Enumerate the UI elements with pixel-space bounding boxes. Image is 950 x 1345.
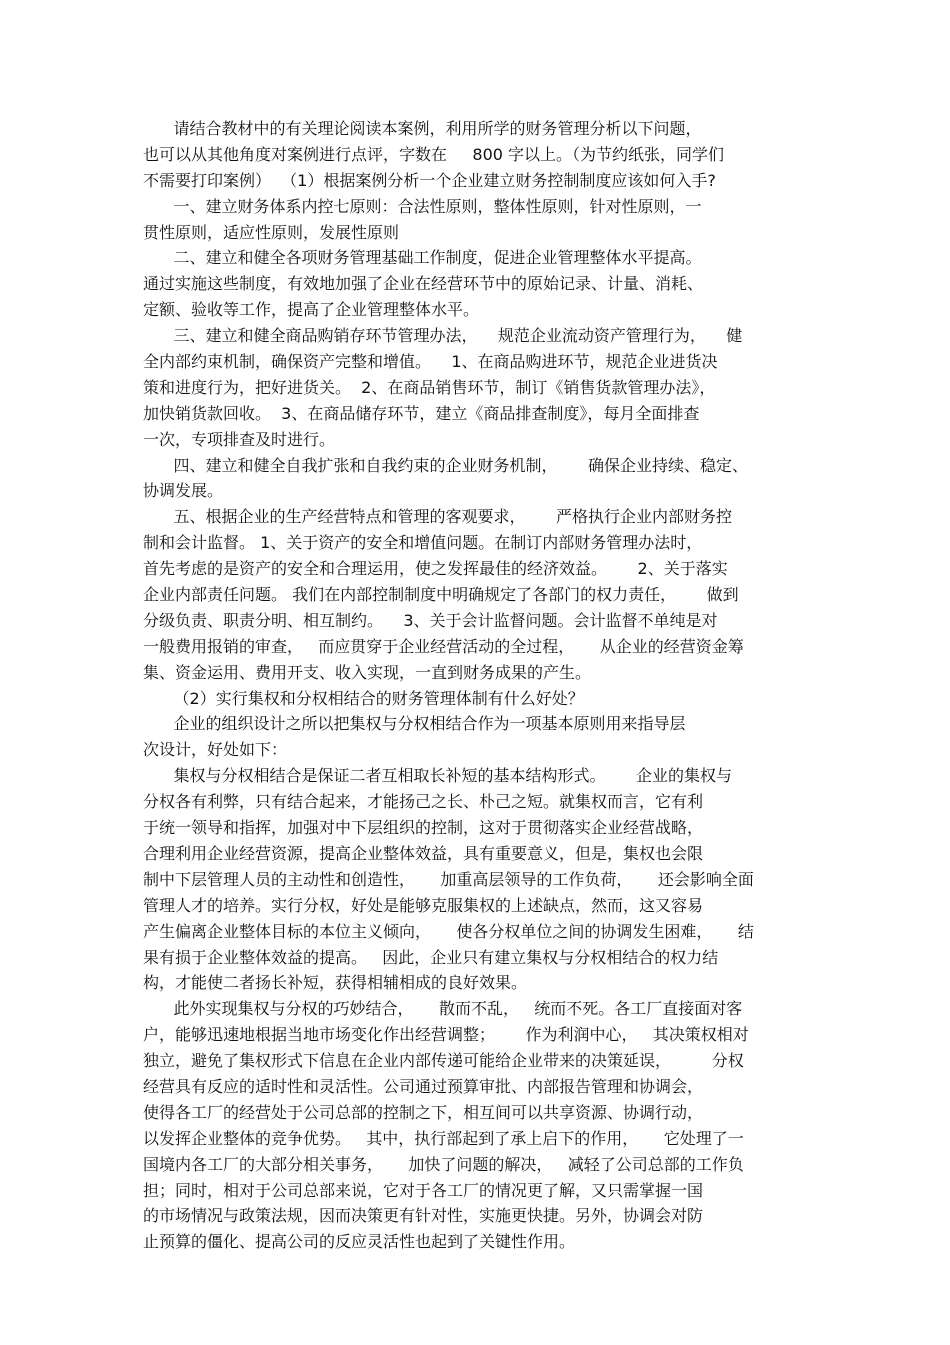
text-line: 以发挥企业整体的竞争优势。 其中，执行部起到了承上启下的作用， 它处理了一 bbox=[143, 1128, 744, 1148]
text-line: 通过实施这些制度，有效地加强了企业在经营环节中的原始记录、计量、消耗、 bbox=[143, 274, 704, 294]
text-line: 此外实现集权与分权的巧妙结合， 散而不乱， 统而不死。各工厂直接面对客 bbox=[143, 999, 743, 1019]
text-line: 户，能够迅速地根据当地市场变化作出经营调整； 作为利润中心， 其决策权相对 bbox=[143, 1025, 749, 1045]
text-line: 贯性原则，适应性原则，发展性原则 bbox=[143, 222, 400, 242]
text-line: 三、建立和健全商品购销存环节管理办法， 规范企业流动资产管理行为， 健 bbox=[143, 326, 743, 346]
text-line: 集、资金运用、费用开支、收入实现，一直到财务成果的产生。 bbox=[143, 662, 592, 682]
text-line: 五、根据企业的生产经营特点和管理的客观要求， 严格执行企业内部财务控 bbox=[143, 507, 733, 527]
text-line: 不需要打印案例） （1）根据案例分析一个企业建立财务控制制度应该如何入手? bbox=[143, 170, 716, 190]
text-line: 也可以从其他角度对案例进行点评，字数在 800 字以上。（为节约纸张，同学们 bbox=[143, 144, 725, 164]
text-line: 合理利用企业经营资源，提高企业整体效益，具有重要意义，但是，集权也会限 bbox=[143, 843, 704, 863]
text-line: 独立，避免了集权形式下信息在企业内部传递可能给企业带来的决策延误， 分权 bbox=[143, 1051, 744, 1071]
text-line: 止预算的僵化、提高公司的反应灵活性也起到了关键性作用。 bbox=[143, 1232, 576, 1252]
text-line: 的市场情况与政策法规，因而决策更有针对性，实施更快捷。另外，协调会对防 bbox=[143, 1206, 704, 1226]
text-line: 于统一领导和指挥，加强对中下层组织的控制，这对于贯彻落实企业经营战略， bbox=[143, 818, 704, 838]
text-line: 协调发展。 bbox=[143, 481, 224, 501]
text-line: 首先考虑的是资产的安全和合理运用，使之发挥最佳的经济效益。 2、关于落实 bbox=[143, 559, 728, 579]
text-line: 国境内各工厂的大部分相关事务， 加快了问题的解决， 减轻了公司总部的工作负 bbox=[143, 1154, 744, 1174]
text-line: 企业内部责任问题。 我们在内部控制制度中明确规定了各部门的权力责任， 做到 bbox=[143, 585, 739, 605]
text-line: 分权各有利弊，只有结合起来，才能扬己之长、朴己之短。就集权而言，它有利 bbox=[143, 792, 704, 812]
text-line: 四、建立和健全自我扩张和自我约束的企业财务机制， 确保企业持续、稳定、 bbox=[143, 455, 749, 475]
text-line: 产生偏离企业整体目标的本位主义倾向， 使各分权单位之间的协调发生困难， 结 bbox=[143, 921, 754, 941]
text-line: 请结合教材中的有关理论阅读本案例，利用所学的财务管理分析以下问题， bbox=[143, 119, 702, 138]
text-line: 担；同时，相对于公司总部来说，它对于各工厂的情况更了解，又只需掌握一国 bbox=[143, 1180, 704, 1200]
document-body bbox=[143, 116, 813, 1255]
text-line: 制中下层管理人员的主动性和创造性， 加重高层领导的工作负荷， 还会影响全面 bbox=[143, 869, 754, 889]
text-line: 加快销货款回收。 3、在商品储存环节，建立《商品排查制度》，每月全面排查 bbox=[143, 403, 700, 423]
text-line: 一、建立财务体系内控七原则：合法性原则，整体性原则，针对性原则，一 bbox=[143, 196, 702, 216]
text-line: 一般费用报销的审查， 而应贯穿于企业经营活动的全过程， 从企业的经营资金筹 bbox=[143, 636, 744, 656]
text-line: 次设计，好处如下： bbox=[143, 740, 288, 760]
text-line: 分级负责、职责分明、相互制约。 3、关于会计监督问题。会计监督不单纯是对 bbox=[143, 610, 718, 630]
text-line: 经营具有反应的适时性和灵活性。公司通过预算审批、内部报告管理和协调会， bbox=[143, 1076, 704, 1096]
text-line: 使得各工厂的经营处于公司总部的控制之下，相互间可以共享资源、协调行动， bbox=[143, 1102, 704, 1122]
text-line: 策和进度行为，把好进货关。 2、在商品销售环节，制订《销售货款管理办法》， bbox=[143, 377, 716, 397]
text-line: 企业的组织设计之所以把集权与分权相结合作为一项基本原则用来指导层 bbox=[143, 714, 686, 734]
text-line: 二、建立和健全各项财务管理基础工作制度，促进企业管理整体水平提高。 bbox=[143, 248, 702, 268]
text-line: 果有损于企业整体效益的提高。 因此，企业只有建立集权与分权相结合的权力结 bbox=[143, 947, 719, 967]
text-line: （2）实行集权和分权相结合的财务管理体制有什么好处？ bbox=[143, 688, 584, 708]
text-line: 一次，专项排查及时进行。 bbox=[143, 429, 336, 449]
text-line: 构，才能使二者扬长补短，获得相辅相成的良好效果。 bbox=[143, 973, 528, 993]
text-line: 管理人才的培养。实行分权，好处是能够克服集权的上述缺点，然而，这又容易 bbox=[143, 895, 704, 915]
text-line: 制和会计监督。 1、关于资产的安全和增值问题。在制订内部财务管理办法时， bbox=[143, 533, 703, 553]
text-line: 集权与分权相结合是保证二者互相取长补短的基本结构形式。 企业的集权与 bbox=[143, 766, 733, 786]
text-line: 定额、验收等工作，提高了企业管理整体水平。 bbox=[143, 300, 480, 320]
text-line: 全内部约束机制，确保资产完整和增值。 1、在商品购进环节，规范企业进货决 bbox=[143, 352, 718, 372]
